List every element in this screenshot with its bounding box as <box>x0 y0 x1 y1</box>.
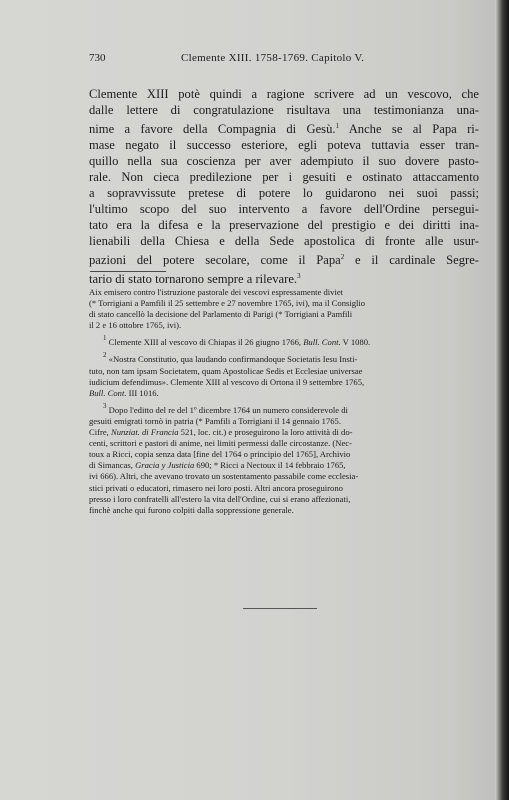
footnote-marker: 1 <box>103 334 107 343</box>
footnote-3-line: ivi 666). Altri, che avevano trovato un sostentamento passabile come ecclesia- <box>89 471 359 482</box>
end-rule <box>243 608 317 609</box>
body-line-text: Clemente XIII potè quindi a ragione scrivere ad un vescovo, che <box>89 87 479 101</box>
body-line <box>89 86 479 102</box>
body-line-text: nime a favore della Compagnia di Gesù. <box>89 122 336 136</box>
body-line-text: rale. Non cieca predilezione per i gesuiti e ostinato attaccamento <box>89 170 479 184</box>
footnote-3-line <box>89 460 481 471</box>
body-line <box>89 217 479 233</box>
body-line-text: pazioni del potere secolare, come il Papa <box>89 253 341 267</box>
footnote-3-line: finchè anche qui furono colpiti dalla soppressione generale. <box>89 504 294 515</box>
page-edge-shadow <box>495 0 509 800</box>
body-line <box>89 137 479 153</box>
footnote-3-line: toux a Ricci, copia senza data [fine del 1764 o principio del 1765], Archivio <box>89 449 351 460</box>
body-line-text: e il cardinale Segre- <box>344 253 479 267</box>
footnote-italic-source: Bull. Cont. <box>303 337 341 348</box>
body-text <box>89 86 479 287</box>
body-line-text: a sopravvissute pretese di potere lo guidarono nei suoi passi; <box>89 186 479 200</box>
footnotes <box>89 287 481 516</box>
footnote-reference: 3 <box>297 272 301 280</box>
body-line-text: quillo nella sua coscienza per aver adempiuto il suo dovere pasto- <box>89 154 479 168</box>
body-line <box>89 201 479 217</box>
footnote-continuation-line: di stato cancellò la decisione del Parlamento di Parigi (* Torrigiani a Pamfili <box>89 309 353 320</box>
body-line <box>89 185 479 201</box>
footnote-2 <box>89 350 481 365</box>
footnote-3-line <box>89 427 481 438</box>
footnote-text: V 1080. <box>340 337 371 348</box>
body-line-text: mase negato il successo esteriore, egli poteva tuttavia esser tran- <box>89 138 479 152</box>
body-line-text: dalle lettere di congratulazione risultava una testimonianza una- <box>89 103 479 117</box>
footnote-text: Cifre, <box>89 427 111 438</box>
footnote-reference: 2 <box>340 253 345 261</box>
footnote-2-line: tuto, non tam ipsam Societatem, quam Apostolicae Sedis et Ecclesiae universae <box>89 365 363 376</box>
body-line <box>89 102 479 118</box>
body-line <box>89 233 479 249</box>
footnote-1 <box>89 333 481 348</box>
footnote-continuation-line: (* Torrigiani a Pamfili il 25 settembre e 27 novembre 1765, ivi), ma il Consiglio <box>89 298 366 309</box>
footnote-italic-source: Nunziat. di Francia <box>110 427 179 438</box>
footnote-continuation-line: Aix emisero contro l'istruzione pastorale dei vescovi espressamente diviet <box>89 287 344 297</box>
footnote-text: III 1016. <box>126 387 159 398</box>
footnote-3-line: gesuiti emigrati tornò in patria (* Pamfili a Torrigiani il 14 gennaio 1765. <box>89 415 341 426</box>
body-line <box>89 153 479 169</box>
page-number: 730 <box>89 52 106 64</box>
running-title: Clemente XIII. 1758-1769. Capitolo V. <box>181 52 365 64</box>
footnote-continuation-line: il 2 e 16 ottobre 1765, ivi). <box>89 320 182 331</box>
body-line <box>89 118 479 137</box>
footnote-3-line: stici privati o educatori, rimasero nei loro posti. Altri ancora proseguirono <box>89 482 343 493</box>
body-line <box>89 249 479 268</box>
footnote-italic-source: Bull. Cont. <box>89 387 127 398</box>
footnote-text: «Nostra Constitutio, qua laudando confirmandoque Societatis Iesu Insti- <box>108 354 358 365</box>
footnote-2-line <box>89 388 481 399</box>
footnote-marker: 3 <box>103 401 107 410</box>
running-header <box>89 52 481 68</box>
footnote-3-line: centi, scrittori e pastori di anime, nei limiti permessi dalle circostanze. (Nec- <box>89 438 352 449</box>
body-line-text: l'ultimo scopo del suo intervento a favore dell'Ordine persegui- <box>89 202 479 216</box>
footnote-2-line: iudicium defendimus». Clemente XIII al vescovo di Ortona il 9 settembre 1765, <box>89 376 365 387</box>
footnote-text: 690; * Ricci a Nectoux il 14 febbraio 1765, <box>194 460 346 471</box>
footnote-text: di Simancas, <box>89 460 136 471</box>
footnote-3-line: presso i loro confratelli all'estero la vita dell'Ordine, cui si erano affezionati, <box>89 493 351 504</box>
footnote-reference: 1 <box>335 122 340 130</box>
footnote-3 <box>89 401 481 416</box>
body-line-text: tario di stato tornarono sempre a rilevare. <box>89 272 298 286</box>
footnote-text: 521, loc. cit.) e proseguirono la loro attività di do- <box>178 427 353 438</box>
footnote-text: Dopo l'editto del re del 1º dicembre 1764 un numero considerevole di <box>108 404 348 415</box>
body-line-text: lienabili della Chiesa e della Sede apostolica di fronte alle usur- <box>89 234 479 248</box>
body-line-text: Anche se al Papa ri- <box>339 122 479 136</box>
body-line <box>89 169 479 185</box>
footnote-separator <box>90 271 166 272</box>
footnote-italic-source: Gracia y Justicia <box>135 460 195 471</box>
body-line-text: tato era la difesa e la preservazione del prestigio e dei diritti ina- <box>89 218 479 232</box>
footnote-marker: 2 <box>103 351 107 360</box>
footnote-text: Clemente XIII al vescovo di Chiapas il 26 giugno 1766, <box>108 337 304 348</box>
